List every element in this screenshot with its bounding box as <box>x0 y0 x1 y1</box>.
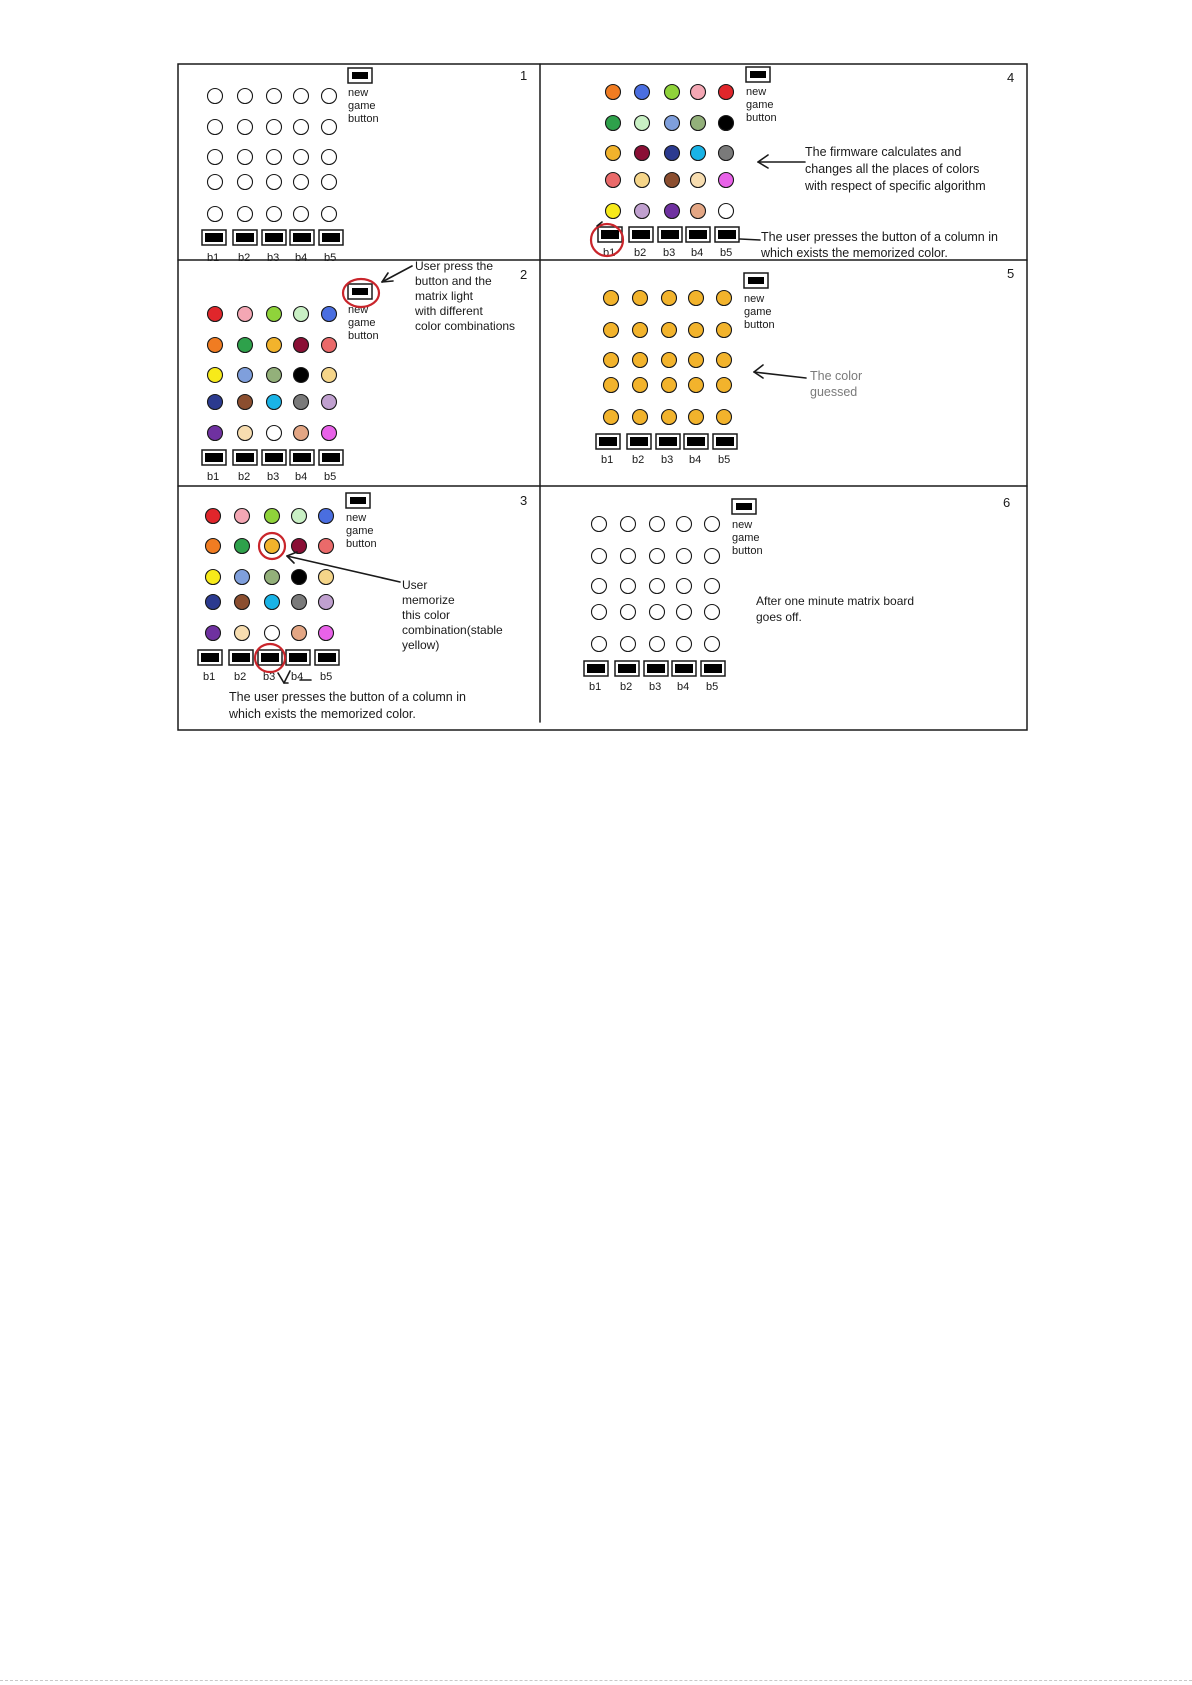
panel-1-new-game-label-line-2: game <box>348 100 376 112</box>
panel-6-led-r2-c2 <box>621 549 636 564</box>
panel-4-note-line-3: with respect of specific algorithm <box>805 179 986 193</box>
panel-3-new-game-label-line-2: game <box>346 525 374 537</box>
panel-1-led-r3-c5 <box>322 150 337 165</box>
panel-3-column-button-face-b4 <box>289 653 307 662</box>
panel-6-led-r4-c3 <box>650 605 665 620</box>
panel-1-led-r2-c4 <box>294 120 309 135</box>
panel-2-led-r5-c4 <box>294 426 309 441</box>
panel-2-column-button-label-b3: b3 <box>267 471 280 483</box>
panel-2-led-r3-c3 <box>267 368 282 383</box>
panel-2-led-r5-c1 <box>208 426 223 441</box>
panel-4-led-r5-c4 <box>691 204 706 219</box>
panel-5-note-line-2: guessed <box>810 385 858 399</box>
panel-5-number: 5 <box>1007 266 1015 281</box>
panel-6-column-button-face-b1 <box>587 664 605 673</box>
panel-6-note-line-2: goes off. <box>756 610 802 624</box>
panel-3-new-game-label-line-1: new <box>346 512 367 524</box>
panel-3-column-button-face-b3 <box>261 653 279 662</box>
panel-2-led-r3-c4 <box>294 368 309 383</box>
panel-1-column-button-label-b2: b2 <box>238 252 251 264</box>
panel-2-led-r1-c2 <box>238 307 253 322</box>
panel-4-led-r2-c2 <box>635 116 650 131</box>
panel-3-column-button-face-b5 <box>318 653 336 662</box>
panel-5-new-game-label-line-2: game <box>744 306 772 318</box>
panel-5-led-r4-c3 <box>662 378 677 393</box>
panel-6-column-button-face-b5 <box>704 664 722 673</box>
panel-1-led-r1-c4 <box>294 89 309 104</box>
panel-3-note-line-1: User <box>402 578 428 592</box>
panel-5-led-r5-c2 <box>633 410 648 425</box>
panel-4-caption-leader <box>740 239 760 240</box>
panel-3-note-line-4: combination(stable <box>402 623 503 637</box>
panel-3-led-r5-c2 <box>235 626 250 641</box>
panel-4-column-button-label-b2: b2 <box>634 247 647 259</box>
panel-2-led-r4-c1 <box>208 395 223 410</box>
panel-5-column-button-label-b5: b5 <box>718 454 731 466</box>
panel-1-led-r5-c4 <box>294 207 309 222</box>
panel-6-led-r1-c3 <box>650 517 665 532</box>
panel-6-led-r1-c2 <box>621 517 636 532</box>
panel-1-led-r4-c1 <box>208 175 223 190</box>
panel-3-column-button-face-b1 <box>201 653 219 662</box>
panel-5-led-r5-c4 <box>689 410 704 425</box>
panel-5-column-button-face-b3 <box>659 437 677 446</box>
panel-3-led-r3-c3 <box>265 570 280 585</box>
panel-4-column-button-face-b3 <box>661 230 679 239</box>
panel-4-led-r3-c1 <box>606 146 621 161</box>
panel-3-led-r4-c5 <box>319 595 334 610</box>
panel-6-new-game-label-line-3: button <box>732 545 763 557</box>
panel-1-led-r1-c3 <box>267 89 282 104</box>
panel-3-caption-line-1: The user presses the button of a column in <box>229 690 466 704</box>
panel-1-led-r2-c3 <box>267 120 282 135</box>
panel-6-led-r2-c5 <box>705 549 720 564</box>
panel-5-led-r5-c1 <box>604 410 619 425</box>
panel-5-column-button-label-b4: b4 <box>689 454 702 466</box>
panel-3-led-r2-c3 <box>265 539 280 554</box>
panel-3-new-game-label-line-3: button <box>346 538 377 550</box>
panel-2-led-r2-c5 <box>322 338 337 353</box>
panel-1-column-button-label-b5: b5 <box>324 252 337 264</box>
panel-5-led-r1-c1 <box>604 291 619 306</box>
panel-3-column-button-label-b4: b4 <box>291 671 304 683</box>
panel-6-led-r5-c2 <box>621 637 636 652</box>
panel-6-new-game-label-line-1: new <box>732 519 753 531</box>
panel-2-new-game-label-line-1: new <box>348 304 369 316</box>
panel-2-note-line-5: color combinations <box>415 319 516 333</box>
panel-4-note-line-1: The firmware calculates and <box>805 145 962 159</box>
panel-2-new-game-label-line-3: button <box>348 330 379 342</box>
panel-3-note-line-2: memorize <box>402 593 455 607</box>
panel-3-led-r1-c5 <box>319 509 334 524</box>
panel-2-column-button-face-b1 <box>205 453 223 462</box>
panel-3-led-r2-c4 <box>292 539 307 554</box>
panel-3-led-r5-c4 <box>292 626 307 641</box>
panel-6-led-r5-c3 <box>650 637 665 652</box>
panel-3-led-r3-c1 <box>206 570 221 585</box>
panel-2-led-r3-c1 <box>208 368 223 383</box>
panel-4-led-r5-c3 <box>665 204 680 219</box>
panel-6-led-r3-c1 <box>592 579 607 594</box>
panel-1-led-r3-c2 <box>238 150 253 165</box>
panel-3-led-r3-c2 <box>235 570 250 585</box>
panel-2-led-r5-c2 <box>238 426 253 441</box>
panel-6-led-r3-c3 <box>650 579 665 594</box>
panel-5-led-r4-c2 <box>633 378 648 393</box>
panel-5-led-r3-c5 <box>717 353 732 368</box>
panel-1-number: 1 <box>520 68 528 83</box>
panel-1-column-button-face-b3 <box>265 233 283 242</box>
panel-5-column-button-face-b4 <box>687 437 705 446</box>
panel-3-led-r1-c1 <box>206 509 221 524</box>
panel-3-column-button-label-b3: b3 <box>263 671 276 683</box>
panel-5-led-r4-c4 <box>689 378 704 393</box>
panel-4-column-button-label-b4: b4 <box>691 247 704 259</box>
panel-4-led-r5-c2 <box>635 204 650 219</box>
panel-1-led-r5-c5 <box>322 207 337 222</box>
panel-6-led-r3-c2 <box>621 579 636 594</box>
panel-3-led-r4-c1 <box>206 595 221 610</box>
panel-4-led-r4-c2 <box>635 173 650 188</box>
panel-2-led-r5-c5 <box>322 426 337 441</box>
panel-1-led-r1-c2 <box>238 89 253 104</box>
panel-5-led-r1-c5 <box>717 291 732 306</box>
panel-5-arrow-head <box>754 365 763 378</box>
panel-5-led-r4-c5 <box>717 378 732 393</box>
panel-1-led-r2-c5 <box>322 120 337 135</box>
panel-2-led-r3-c2 <box>238 368 253 383</box>
panel-3-button-arrow-shaft <box>284 671 290 683</box>
panel-1-led-r2-c1 <box>208 120 223 135</box>
panel-6-column-button-face-b3 <box>647 664 665 673</box>
panel-6-column-button-face-b2 <box>618 664 636 673</box>
panel-5-led-r2-c2 <box>633 323 648 338</box>
panel-1-column-button-face-b5 <box>322 233 340 242</box>
panel-4-led-r1-c5 <box>719 85 734 100</box>
panel-1-column-button-label-b3: b3 <box>267 252 280 264</box>
panel-6-led-r5-c5 <box>705 637 720 652</box>
panel-2-number: 2 <box>520 267 528 282</box>
panel-4-caption-line-2: which exists the memorized color. <box>761 246 948 260</box>
panel-3-column-button-label-b1: b1 <box>203 671 216 683</box>
panel-2-led-r1-c4 <box>294 307 309 322</box>
panel-5-led-r4-c1 <box>604 378 619 393</box>
panel-5-column-button-label-b3: b3 <box>661 454 674 466</box>
panel-3-led-r2-c2 <box>235 539 250 554</box>
panel-1-new-game-label-line-1: new <box>348 87 369 99</box>
panel-6-column-button-label-b5: b5 <box>706 681 719 693</box>
panel-3-led-r2-c1 <box>206 539 221 554</box>
panel-6-column-button-label-b2: b2 <box>620 681 633 693</box>
panel-5-note-line-1: The color <box>810 369 863 383</box>
panel-4-column-button-label-b3: b3 <box>663 247 676 259</box>
panel-5-column-button-label-b1: b1 <box>601 454 614 466</box>
panel-1-led-r5-c2 <box>238 207 253 222</box>
panel-5-column-button-label-b2: b2 <box>632 454 645 466</box>
panel-3-led-r4-c2 <box>235 595 250 610</box>
panel-2-column-button-label-b2: b2 <box>238 471 251 483</box>
panel-1-led-r3-c1 <box>208 150 223 165</box>
panel-6-column-button-label-b4: b4 <box>677 681 690 693</box>
panel-4-led-r1-c4 <box>691 85 706 100</box>
panel-2-led-r1-c3 <box>267 307 282 322</box>
panel-6-column-button-label-b3: b3 <box>649 681 662 693</box>
panel-6-led-r3-c4 <box>677 579 692 594</box>
panel-2-led-r5-c3 <box>267 426 282 441</box>
panel-2-led-r4-c5 <box>322 395 337 410</box>
panel-4-column-button-face-b1 <box>601 230 619 239</box>
panel-6-led-r3-c5 <box>705 579 720 594</box>
panel-4-led-r3-c4 <box>691 146 706 161</box>
panel-1-new-game-label-line-3: button <box>348 113 379 125</box>
panel-1-led-r1-c1 <box>208 89 223 104</box>
panel-4-column-button-face-b2 <box>632 230 650 239</box>
panel-4-led-r2-c3 <box>665 116 680 131</box>
panel-5-led-r2-c4 <box>689 323 704 338</box>
panel-1-led-r4-c3 <box>267 175 282 190</box>
panel-4-led-r3-c5 <box>719 146 734 161</box>
panel-1-led-r5-c1 <box>208 207 223 222</box>
panel-3-note-line-3: this color <box>402 608 451 622</box>
panel-1-led-r3-c4 <box>294 150 309 165</box>
panel-4-led-r3-c3 <box>665 146 680 161</box>
panel-5-new-game-label-line-1: new <box>744 293 765 305</box>
panel-5-new-game-label-line-3: button <box>744 319 775 331</box>
panel-1-led-r4-c5 <box>322 175 337 190</box>
panel-6-led-r5-c4 <box>677 637 692 652</box>
panel-4-led-r2-c1 <box>606 116 621 131</box>
panel-6-new-game-button-face <box>736 503 752 510</box>
panel-5-led-r2-c1 <box>604 323 619 338</box>
panel-2-led-r2-c3 <box>267 338 282 353</box>
panel-1-column-button-face-b4 <box>293 233 311 242</box>
panel-4-led-r5-c1 <box>606 204 621 219</box>
panel-1-led-r4-c4 <box>294 175 309 190</box>
panel-3-led-r4-c3 <box>265 595 280 610</box>
panel-4-led-r4-c4 <box>691 173 706 188</box>
panel-2-note-line-4: with different <box>415 304 483 318</box>
panel-2-note-line-2: button and the <box>415 274 492 288</box>
panel-3-note-line-5: yellow) <box>402 638 440 652</box>
panel-2-led-r1-c5 <box>322 307 337 322</box>
panel-3-led-r1-c4 <box>292 509 307 524</box>
panel-2-column-button-face-b5 <box>322 453 340 462</box>
panel-2-led-r4-c4 <box>294 395 309 410</box>
panel-1-column-button-label-b1: b1 <box>207 252 220 264</box>
panel-5-led-r3-c3 <box>662 353 677 368</box>
panel-5-column-button-face-b5 <box>716 437 734 446</box>
panel-2-column-button-face-b3 <box>265 453 283 462</box>
panel-6-led-r2-c3 <box>650 549 665 564</box>
panel-5-led-r1-c3 <box>662 291 677 306</box>
panel-4-column-button-face-b5 <box>718 230 736 239</box>
panel-2-column-button-face-b2 <box>236 453 254 462</box>
panel-3-led-r5-c1 <box>206 626 221 641</box>
panel-5-column-button-face-b1 <box>599 437 617 446</box>
panel-1-column-button-face-b2 <box>236 233 254 242</box>
panel-1-led-r2-c2 <box>238 120 253 135</box>
panel-4-led-r5-c5 <box>719 204 734 219</box>
panel-2-note-line-1: User press the <box>415 259 494 273</box>
panel-6-led-r4-c4 <box>677 605 692 620</box>
panel-3-led-r4-c4 <box>292 595 307 610</box>
panel-5-led-r3-c1 <box>604 353 619 368</box>
panel-3-led-r5-c3 <box>265 626 280 641</box>
panel-6-column-button-label-b1: b1 <box>589 681 602 693</box>
panel-4-led-r2-c4 <box>691 116 706 131</box>
panel-3-column-button-face-b2 <box>232 653 250 662</box>
panel-2-led-r3-c5 <box>322 368 337 383</box>
panel-2-led-r4-c3 <box>267 395 282 410</box>
panel-6-note-line-1: After one minute matrix board <box>756 594 915 608</box>
panel-6-number: 6 <box>1003 495 1011 510</box>
panel-4-led-r4-c5 <box>719 173 734 188</box>
panel-4-column-button-face-b4 <box>689 230 707 239</box>
panel-5-led-r2-c5 <box>717 323 732 338</box>
panel-4-column-button-label-b1: b1 <box>603 247 616 259</box>
panel-4-column-button-label-b5: b5 <box>720 247 733 259</box>
panel-3-number: 3 <box>520 493 528 508</box>
panel-5-led-r2-c3 <box>662 323 677 338</box>
panel-6-led-r1-c4 <box>677 517 692 532</box>
panel-4-led-r3-c2 <box>635 146 650 161</box>
panel-1-led-r5-c3 <box>267 207 282 222</box>
panel-1-led-r1-c5 <box>322 89 337 104</box>
panel-3-column-button-label-b2: b2 <box>234 671 247 683</box>
panel-5-led-r5-c5 <box>717 410 732 425</box>
panel-2-column-button-label-b5: b5 <box>324 471 337 483</box>
panel-5-led-r1-c4 <box>689 291 704 306</box>
panel-2-led-r2-c4 <box>294 338 309 353</box>
panel-4-led-r1-c2 <box>635 85 650 100</box>
panel-5-column-button-face-b2 <box>630 437 648 446</box>
panel-3-led-r2-c5 <box>319 539 334 554</box>
panel-3-led-r1-c3 <box>265 509 280 524</box>
panel-5-led-r5-c3 <box>662 410 677 425</box>
panel-6-new-game-label-line-2: game <box>732 532 760 544</box>
panel-6-led-r4-c1 <box>592 605 607 620</box>
panel-5-led-r3-c2 <box>633 353 648 368</box>
panel-2-led-r2-c1 <box>208 338 223 353</box>
panel-6-column-button-face-b4 <box>675 664 693 673</box>
panel-6-led-r2-c1 <box>592 549 607 564</box>
panel-4-led-r4-c1 <box>606 173 621 188</box>
panel-6-led-r4-c2 <box>621 605 636 620</box>
panel-5-new-game-button-face <box>748 277 764 284</box>
panel-4-new-game-label-line-1: new <box>746 86 767 98</box>
panel-4-caption-line-1: The user presses the button of a column in <box>761 230 998 244</box>
panel-2-new-game-label-line-2: game <box>348 317 376 329</box>
panel-2-note-line-3: matrix light <box>415 289 474 303</box>
panel-2-column-button-label-b4: b4 <box>295 471 308 483</box>
panel-4-new-game-label-line-2: game <box>746 99 774 111</box>
panel-3-column-button-label-b5: b5 <box>320 671 333 683</box>
panel-4-led-r2-c5 <box>719 116 734 131</box>
panel-6-led-r4-c5 <box>705 605 720 620</box>
panel-1-column-button-face-b1 <box>205 233 223 242</box>
panel-4-new-game-label-line-3: button <box>746 112 777 124</box>
panel-5-led-r3-c4 <box>689 353 704 368</box>
panel-3-new-game-button-face <box>350 497 366 504</box>
panel-3-led-r3-c5 <box>319 570 334 585</box>
panel-2-led-r1-c1 <box>208 307 223 322</box>
panel-2-column-button-label-b1: b1 <box>207 471 220 483</box>
panel-1-led-r3-c3 <box>267 150 282 165</box>
panel-4-led-r4-c3 <box>665 173 680 188</box>
panel-3-caption-line-2: which exists the memorized color. <box>229 707 416 721</box>
panel-2-column-button-face-b4 <box>293 453 311 462</box>
panel-5-led-r1-c2 <box>633 291 648 306</box>
panel-4-number: 4 <box>1007 70 1015 85</box>
panel-6-led-r5-c1 <box>592 637 607 652</box>
page-bottom-rule <box>0 1680 1192 1681</box>
panel-6-led-r1-c1 <box>592 517 607 532</box>
panel-4-note-line-2: changes all the places of colors <box>805 162 980 176</box>
panel-3-led-r5-c5 <box>319 626 334 641</box>
panel-2-led-r4-c2 <box>238 395 253 410</box>
panel-2-led-r2-c2 <box>238 338 253 353</box>
panel-2-new-game-button-face <box>352 288 368 295</box>
panel-3-led-r3-c4 <box>292 570 307 585</box>
panel-4-led-r1-c1 <box>606 85 621 100</box>
panel-6-led-r1-c5 <box>705 517 720 532</box>
panel-3-led-r1-c2 <box>235 509 250 524</box>
panel-1-column-button-label-b4: b4 <box>295 252 308 264</box>
panel-6-led-r2-c4 <box>677 549 692 564</box>
panel-1-led-r4-c2 <box>238 175 253 190</box>
panel-4-led-r1-c3 <box>665 85 680 100</box>
panel-4-new-game-button-face <box>750 71 766 78</box>
panel-1-new-game-button-face <box>352 72 368 79</box>
